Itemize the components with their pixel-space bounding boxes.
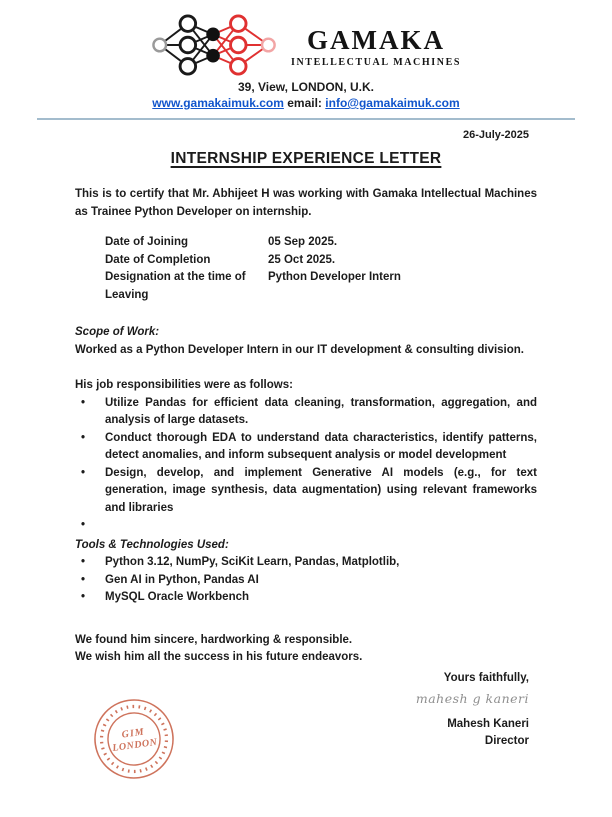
signature-script: mahesh g kaneri (415, 691, 529, 706)
neural-network-logo (151, 13, 279, 77)
detail-label: Date of Joining (105, 236, 189, 248)
list-item: • Design, develop, and implement Generative AI models (e.g., for text generation, image synthesis, data augmentation) using relevant frameworks and libraries (75, 465, 537, 518)
letter-date: 26-July-2025 (462, 129, 529, 141)
contact-line (0, 96, 612, 110)
tools-list (75, 554, 537, 607)
signatory-title: Director (484, 735, 529, 747)
list-item (75, 517, 537, 535)
company-address: 39, View, LONDON, U.K. (237, 80, 375, 94)
letterhead (0, 0, 612, 120)
responsibilities-heading: His job responsibilities were as follows: (75, 379, 293, 391)
detail-label: Designation at the time of Leaving (105, 271, 246, 301)
brand-text (291, 22, 461, 67)
brand-tagline: INTELLECTUAL MACHINES (290, 56, 462, 68)
scope-text: Worked as a Python Developer Intern in our IT development & consulting division. (75, 343, 524, 356)
table-row (75, 252, 537, 270)
email-label: email: (287, 96, 322, 110)
letter-body (0, 127, 612, 751)
table-row (75, 234, 537, 252)
table-row (75, 269, 537, 304)
tools-heading: Tools & Technologies Used: (75, 538, 229, 551)
detail-value: 05 Sep 2025. (268, 236, 338, 248)
stamp-center-line-2: LONDON (111, 736, 159, 755)
list-item: • Conduct thorough EDA to understand data characteristics, identify patterns, detect anomalies, and inform subsequent analysis or model development (75, 430, 537, 465)
letter-title: INTERNSHIP EXPERIENCE LETTER (170, 149, 442, 167)
list-item: • MySQL Oracle Workbench (75, 589, 537, 607)
list-item: • Gen AI in Python, Pandas AI (75, 572, 537, 590)
brand-row (0, 13, 612, 77)
intro-paragraph: This is to certify that Mr. Abhijeet H was working with Gamaka Intellectual Machines as Trainee Python Developer on internship. (75, 188, 537, 218)
website-link[interactable]: www.gamakaimuk.com (152, 96, 284, 110)
signatory-name: Mahesh Kaneri (447, 717, 529, 730)
valediction: Yours faithfully, (443, 671, 529, 684)
email-link[interactable]: info@gamakaimuk.com (325, 96, 460, 110)
company-stamp (88, 694, 180, 784)
responsibilities-list (75, 395, 537, 535)
list-item: • Utilize Pandas for efficient data cleaning, transformation, aggregation, and analysis of large datasets. (75, 395, 537, 430)
detail-label: Date of Completion (105, 253, 211, 266)
detail-value: 25 Oct 2025. (268, 253, 336, 266)
closing-line-1: We found him sincere, hardworking & responsible. (75, 633, 353, 646)
closing-line-2: We wish him all the success in his future endeavors. (75, 651, 363, 663)
details-table (75, 234, 537, 304)
list-item: • Python 3.12, NumPy, SciKit Learn, Pandas, Matplotlib, (75, 554, 537, 572)
header-divider (37, 118, 575, 120)
scope-heading: Scope of Work: (75, 326, 160, 338)
stamp-center-line-1: GIM (121, 726, 146, 741)
detail-value: Python Developer Intern (268, 271, 401, 283)
brand-name: GAMAKA (307, 25, 445, 56)
